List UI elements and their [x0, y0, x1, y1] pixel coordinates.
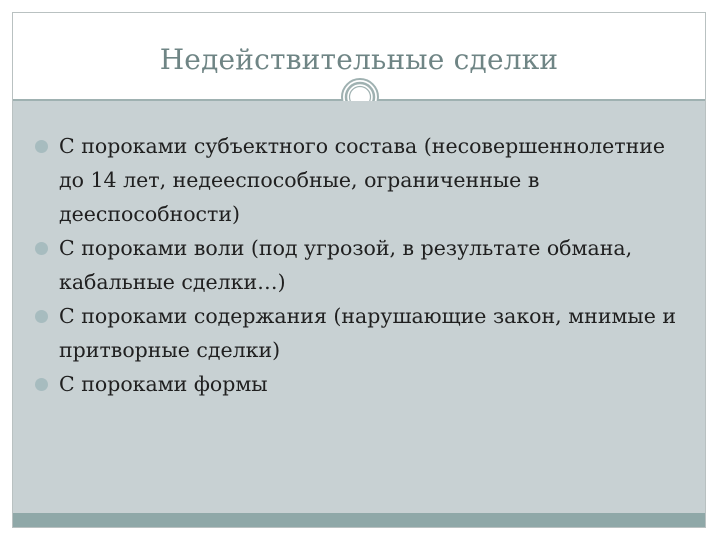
content-area: [13, 101, 705, 513]
bullet-dot-icon: [35, 242, 48, 255]
slide-title: Недействительные сделки: [159, 43, 559, 76]
slide: [12, 12, 706, 528]
bullet-item: [31, 129, 691, 231]
bullet-dot-icon: [35, 378, 48, 391]
bullet-text: С пороками воли (под угрозой, в результате обмана, кабальные сделки…): [59, 236, 633, 294]
bullet-dot-icon: [35, 310, 48, 323]
bullet-text: С пороками содержания (нарушающие закон, мнимые и притворные сделки): [59, 304, 677, 362]
bullet-text: С пороками субъектного состава (несовершеннолетние до 14 лет, недееспособные, ограниченные в дееспособности): [59, 134, 666, 226]
bullet-item: [31, 367, 691, 401]
bullet-dot-icon: [35, 140, 48, 153]
bullet-text: С пороками формы: [59, 372, 268, 396]
footer-bar: [13, 513, 705, 527]
bullet-list: [31, 129, 691, 401]
bullet-item: [31, 231, 691, 299]
bullet-item: [31, 299, 691, 367]
